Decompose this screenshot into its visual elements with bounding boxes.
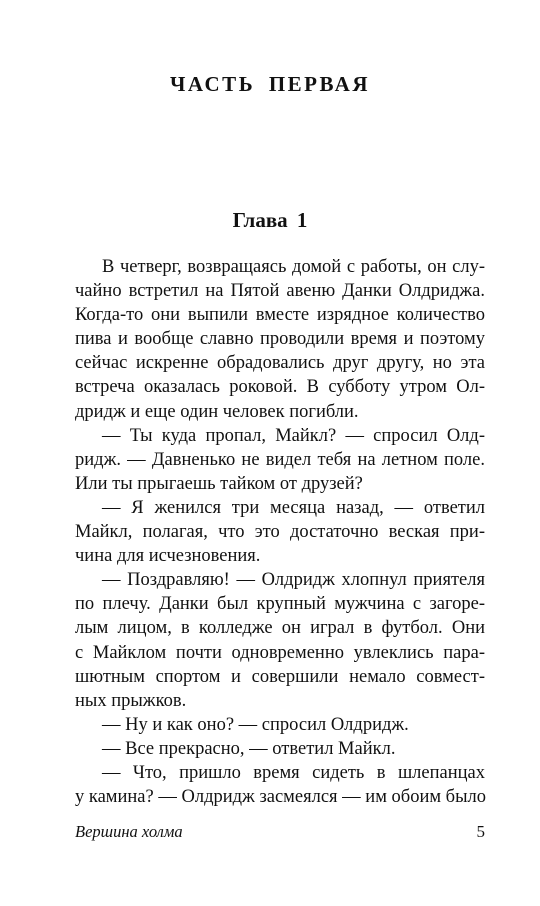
text-line: у камина? — Олдридж засмеялся — им обоим было: [75, 787, 487, 808]
text-line: — Ты куда пропал, Майкл? — спросил Олд-: [102, 425, 485, 446]
text-line: по плечу. Данки был крупный мужчина с загоре-: [75, 594, 485, 615]
text-line: — Ну и как оно? — спросил Олдридж.: [102, 714, 409, 735]
text-line: — Я женился три месяца назад, — ответил: [102, 497, 485, 518]
page-footer: [75, 822, 485, 844]
chapter-title: Глава 1: [232, 208, 308, 232]
text-line: Когда-то они выпили вместе изрядное количество: [75, 305, 485, 326]
text-line: шютным спортом и совершили немало совмест-: [75, 666, 485, 687]
text-line: ридж. — Давненько не видел тебя на летном поле.: [75, 449, 485, 470]
text-line: с Майклом почти одновременно увлеклись пара-: [75, 642, 485, 663]
text-line: ных прыжков.: [75, 690, 187, 711]
text-line: Или ты прыгаешь тайком от друзей?: [75, 473, 363, 494]
text-line: чина для исчезновения.: [75, 546, 261, 567]
running-footer-book-title: Вершина холма: [75, 822, 183, 841]
text-line: лым лицом, в колледже он играл в футбол. Они: [75, 618, 485, 639]
text-line: сейчас искренне обрадовались друг другу, но эта: [75, 353, 485, 374]
text-line: — Все прекрасно, — ответил Майкл.: [102, 738, 396, 759]
chapter-body-text: [75, 255, 485, 809]
page-number: 5: [476, 822, 485, 841]
text-line: — Поздравляю! — Олдридж хлопнул приятеля: [102, 570, 485, 591]
part-title: ЧАСТЬ ПЕРВАЯ: [169, 72, 371, 96]
text-line: чайно встретил на Пятой авеню Данки Олдриджа.: [75, 281, 485, 302]
text-line: В четверг, возвращаясь домой с работы, он слу-: [102, 257, 485, 277]
text-line: — Что, пришло время сидеть в шлепанцах: [102, 762, 485, 783]
text-line: Майкл, полагая, что это достаточно веская при-: [75, 522, 485, 543]
text-line: встреча оказалась роковой. В субботу утром Ол-: [75, 377, 485, 398]
text-line: дридж и еще один человек погибли.: [75, 401, 359, 422]
text-line: пива и вообще славно проводили время и поэтому: [75, 329, 485, 350]
